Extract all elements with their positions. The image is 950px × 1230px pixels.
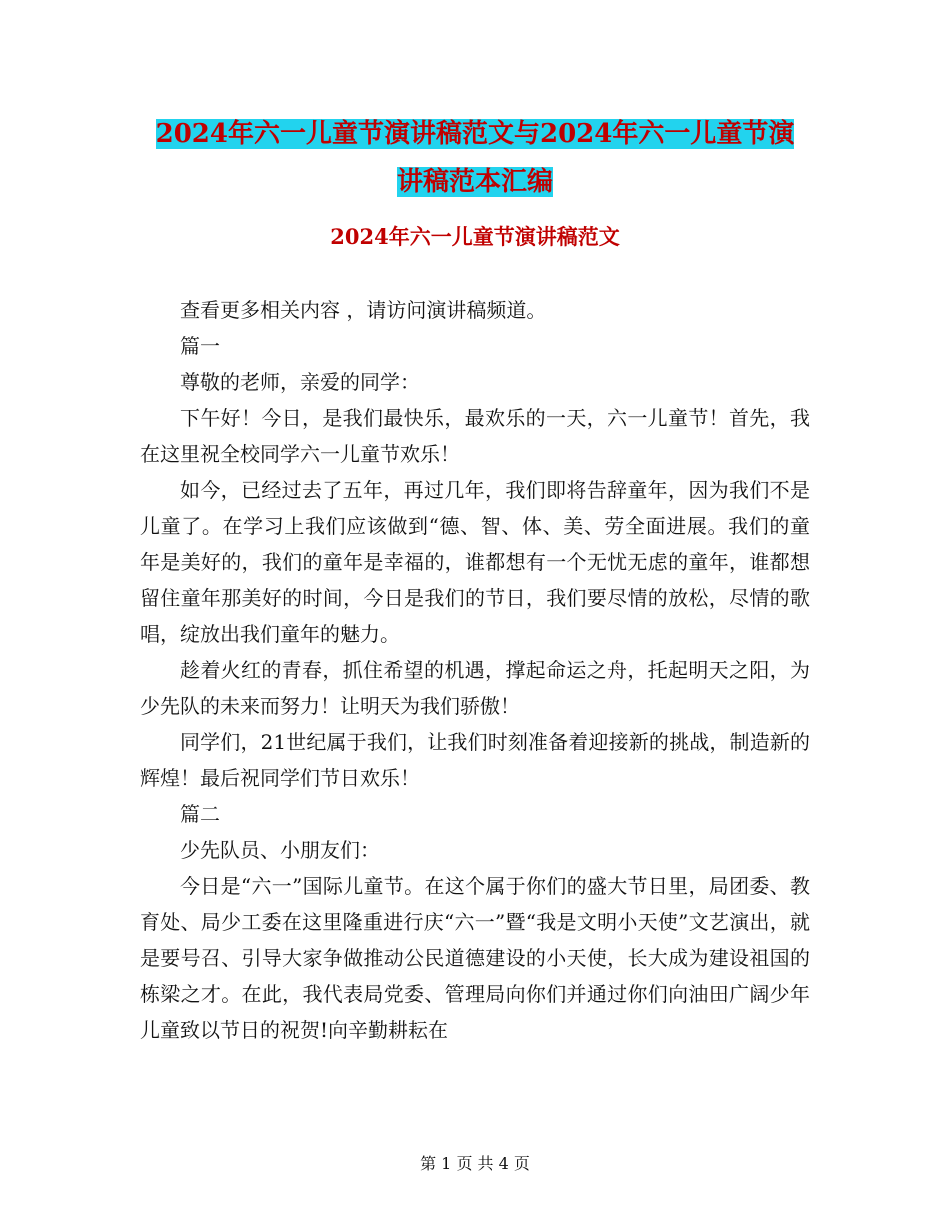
- paragraph: 今日是“六一”国际儿童节。在这个属于你们的盛大节日里，局团委、教育处、局少工委在这里隆重进行庆“六一”暨“我是文明小天使”文艺演出，就是要号召、引导大家争做推动公民道德建设的小天使，长大成为建设祖国的栋梁之才。在此，我代表局党委、管理局向你们并通过你们向油田广阔少年儿童致以节日的祝贺!向辛勤耕耘在: [140, 874, 810, 1042]
- page-footer: 第 1 页 共 4 页: [420, 1154, 530, 1173]
- document-title-line1: 2024年六一儿童节演讲稿范文与2024年六一儿童节演: [155, 119, 795, 149]
- paragraph: 尊敬的老师，亲爱的同学：: [180, 370, 420, 394]
- paragraph: 查看更多相关内容 ，请访问演讲稿频道。: [180, 298, 547, 322]
- document-title-line2: 讲稿范本汇编: [396, 167, 553, 197]
- paragraph: 同学们，21世纪属于我们，让我们时刻准备着迎接新的挑战，制造新的辉煌！最后祝同学们节日欢乐！: [140, 730, 810, 790]
- document-body: [140, 292, 810, 1048]
- paragraph: 下午好！今日，是我们最快乐，最欢乐的一天，六一儿童节！首先，我在这里祝全校同学六一儿童节欢乐！: [140, 406, 810, 466]
- paragraph: 趁着火红的青春，抓住希望的机遇，撑起命运之舟，托起明天之阳，为少先队的未来而努力！让明天为我们骄傲！: [140, 658, 810, 718]
- paragraph: 篇一: [180, 334, 220, 358]
- document-title: [140, 110, 810, 206]
- section-subtitle: 2024年六一儿童节演讲稿范文: [330, 224, 620, 249]
- paragraph: 篇二: [180, 802, 220, 826]
- paragraph: 如今，已经过去了五年，再过几年，我们即将告辞童年，因为我们不是儿童了。在学习上我们应该做到“德、智、体、美、劳全面进展。我们的童年是美好的，我们的童年是幸福的，谁都想有一个无忧无虑的童年，谁都想留住童年那美好的时间，今日是我们的节日，我们要尽情的放松，尽情的歌唱，绽放出我们童年的魅力。: [140, 478, 810, 646]
- paragraph: 少先队员、小朋友们：: [180, 838, 380, 862]
